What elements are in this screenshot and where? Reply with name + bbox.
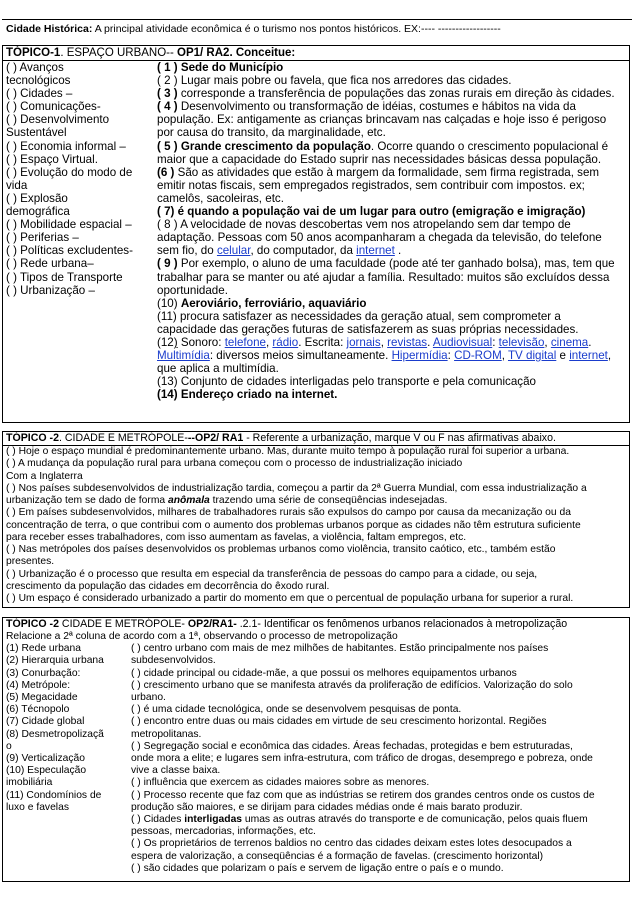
link-audiovisual[interactable]: Audiovisual — [432, 335, 493, 349]
link-hipermidia[interactable]: Hipermídia — [391, 349, 448, 363]
definition-line: Multimídia: diversos meios simultaneamente. Hipermídia: CD-ROM, TV digital e internet, — [157, 349, 612, 363]
term-item: (10) Especulação — [6, 765, 87, 777]
term-item: vida — [6, 178, 28, 192]
definition-line: ( 1 ) Sede do Município — [157, 61, 284, 74]
topic2-section — [2, 431, 630, 608]
definition-line: subdesenvolvidos. — [131, 655, 216, 667]
top-rule — [2, 19, 632, 20]
definition-line: (12) Sonoro: telefone, rádio. Escrita: jornais, revistas. Audiovisual: televisão, cinema. — [157, 335, 592, 349]
statement-line: ( ) Nos países subdesenvolvidos de industrialização tardia, começou a partir da 2ª Guerra Mundial, com essa industrialização a — [6, 482, 587, 494]
definition-line: por causa do transito, da marginalidade, etc. — [157, 126, 386, 140]
topic3-intro: Relacione a 2ª coluna de acordo com a 1ª, observando o processo de metropolização — [6, 631, 398, 642]
definition-line: ( ) influência que exercem as cidades maiores sobre as menores. — [131, 777, 430, 789]
definition-line: (13) Conjunto de cidades interligadas pelo transporte e pela comunicação — [157, 375, 536, 389]
definition-line: camelôs, sacoleiras, etc. — [157, 191, 284, 205]
term-item: ( ) Rede urbana– — [6, 257, 94, 271]
term-item: ( ) Cidades – — [6, 87, 73, 101]
topic3-definitions — [131, 643, 595, 875]
definition-line: espera de valorização, a conseqüências é a formação de favelas. (crescimento horizontal) — [131, 850, 544, 862]
term-item: demográfica — [6, 205, 70, 219]
definition-line: (6 ) São as atividades que estão à margem da formalidade, sem firma registrada, sem — [157, 165, 600, 179]
link-cd-rom[interactable]: CD-ROM — [454, 349, 502, 363]
definition-line: trabalhar para se manter ou até ajudar a família. Resultado: muitos são excluídos dessa — [157, 270, 610, 284]
statement-line: ( ) Urbanização é o processo que resulta em especial da transferência de pessoas do campo para a cidade, ou seja, — [6, 568, 538, 580]
term-item: ( ) Comunicações- — [6, 100, 101, 114]
term-item: tecnológicos — [6, 74, 71, 88]
statement-line: urbanização tem se dado de forma anômala trazendo uma série de conseqüências indesejadas. — [6, 495, 448, 506]
definition-line: (10) Aeroviário, ferroviário, aquaviário — [157, 296, 367, 310]
term-item: ( ) Mobilidade espacial – — [6, 218, 132, 232]
definition-line: ( ) Os proprietários de terrenos baldios no centro das cidades deixam estes lotes desocupados a — [131, 838, 572, 850]
statement-line: para receber esses trabalhadores, com isso aumentam as favelas, a violência, faltam empregos, etc. — [6, 531, 467, 543]
definition-line: ( ) são cidades que polarizam o país e servem de ligação entre o país e o mundo. — [131, 862, 504, 874]
definition-line: ( 2 ) Lugar mais pobre ou favela, que fica nos arredores das cidades. — [157, 74, 512, 88]
definition-line: oportunidade. — [157, 283, 228, 297]
term-item: (11) Condomínios de — [6, 789, 102, 801]
term-item: ( ) Desenvolvimento — [6, 113, 110, 127]
term-item: (5) Megacidade — [6, 692, 78, 704]
topic1-definitions — [157, 61, 615, 401]
definition-line: ( 4 ) Desenvolvimento ou transformação de idéias, costumes e hábitos na vida da — [157, 100, 576, 114]
term-item: ( ) Tipos de Transporte — [6, 270, 123, 284]
term-item: ( ) Periferias – — [6, 231, 79, 245]
term-item: o — [6, 740, 12, 752]
definition-line: ( ) Segregação social e econômica das cidades. Áreas fechadas, protegidas e bem estruturadas, — [131, 740, 573, 752]
topic1-section — [2, 45, 630, 423]
definition-line: ( ) Processo recente que faz com que as indústrias se retirem dos grandes centros onde os custos de — [131, 789, 595, 801]
statement-line: crescimento da população das cidades em decorrência do êxodo rural. — [6, 580, 330, 592]
definition-line: população. Ex: antigamente as crianças brincavam nas calçadas e hoje isso é perigoso — [157, 113, 607, 127]
topic1-title — [3, 46, 629, 61]
definition-line: ( ) cidade principal ou cidade-mãe, a que possui os melhores equipamentos urbanos — [131, 667, 517, 679]
term-item: (6) Técnopolo — [6, 704, 70, 716]
link-jornais[interactable]: jornais — [346, 335, 381, 349]
definition-line: maior que a capacidade do Estado suprir nas necessidades básicas dessa população. — [157, 152, 602, 166]
term-item: imobiliária — [6, 777, 53, 789]
topic1-terms-list — [6, 61, 133, 297]
link-multimidia[interactable]: Multimídia — [157, 349, 210, 363]
term-item: ( ) Urbanização – — [6, 283, 95, 297]
topic1-title-task: OP1/ RA2. Conceitue: — [177, 47, 296, 59]
link-cinema[interactable]: cinema — [550, 335, 589, 349]
definition-line: vive a classe baixa. — [131, 765, 221, 777]
topic1-title-num: TÓPICO-1 — [6, 47, 61, 59]
statement-line: ( ) Em países subdesenvolvidos, milhares de trabalhadores rurais são expulsos do campo por causa da mecanização ou da — [6, 507, 571, 519]
statement-line: concentração de terra, o que contribui com o aumento dos problemas urbanos porque as cidades não têm estrutura suficiente — [6, 519, 581, 531]
topic3-title: TÓPICO -2 CIDADE E METRÓPOLE- OP2/RA1- .2.1- Identificar os fenômenos urbanos relacionados à metropolização — [6, 618, 568, 630]
term-item: (7) Cidade global — [6, 716, 85, 728]
term-item: ( ) Explosão — [6, 191, 68, 205]
term-item: (9) Verticalização — [6, 753, 85, 765]
definition-line: adaptação. Pessoas com 50 anos acompanharam a chegada da televisão, do telefone — [157, 231, 602, 245]
definition-line: ( 5 ) Grande crescimento da população. Ocorre quando o crescimento populacional é — [157, 139, 609, 153]
definition-line: ( 9 ) Por exemplo, o aluno de uma faculdade (pode até ter ganhado bolsa), mas, tem que — [157, 257, 615, 271]
header-line — [6, 23, 501, 35]
definition-line: pessoas, mercadorias, informações, etc. — [131, 826, 316, 838]
link-tv-digital[interactable]: TV digital — [507, 349, 557, 363]
link-telefone[interactable]: telefone — [224, 335, 266, 349]
link-revistas[interactable]: revistas — [387, 335, 428, 349]
link-internet[interactable]: internet — [356, 244, 395, 258]
link-radio[interactable]: rádio — [272, 335, 299, 349]
topic3-terms-list — [6, 643, 104, 814]
topic2-statements — [3, 446, 629, 605]
definition-line: que aplica a multimídia. — [157, 362, 279, 376]
statement-line: ( ) A mudança da população rural para urbana começou com o processo de industrialização iniciado — [6, 458, 463, 470]
definition-line: (14) Endereço criado na internet. — [157, 388, 338, 402]
definition-line: (11) procura satisfazer as necessidades da geração atual, sem comprometer a — [157, 309, 561, 323]
header-text: A principal atividade econômica é o turismo nos pontos históricos. EX:---- ------------------ — [92, 23, 501, 35]
statement-line: ( ) Nas metrópoles dos países desenvolvidos os problemas urbanos como violência, transito caótico, etc., também estão — [6, 544, 556, 555]
statement-line: presentes. — [6, 556, 55, 568]
topic1-title-name: . ESPAÇO URBANO-- — [60, 47, 178, 59]
definition-line: ( 7) é quando a população vai de um lugar para outro (emigração e imigração) — [157, 205, 586, 219]
definition-line: metropolitanas. — [131, 728, 202, 740]
definition-line: ( ) Cidades interligadas umas as outras através do transporte e de comunicação, pelos quais fluem — [131, 814, 588, 826]
definition-line: ( ) centro urbano com mais de mez milhões de habitantes. Estão principalmente nos países — [131, 643, 549, 655]
topic3-section — [2, 617, 630, 882]
definition-line: onde mora a elite; e lugares sem infra-estrutura, com tráfico de drogas, desemprego e pobreza, onde — [131, 753, 593, 765]
definition-line: ( ) é uma cidade tecnológica, onde se desenvolvem pesquisas de ponta. — [131, 704, 462, 716]
definition-line: ( 3 ) corresponde a transferência de populações das zonas rurais em direção às cidades. — [157, 87, 615, 101]
definition-line: urbano. — [131, 692, 166, 704]
term-item: Sustentável — [6, 126, 67, 140]
term-item: (2) Hierarquia urbana — [6, 655, 104, 667]
term-item: (1) Rede urbana — [6, 643, 81, 655]
link-internet-2[interactable]: internet — [569, 349, 608, 363]
definition-line: emitir notas fiscais, sem empregados registrados, sem contribuir com impostos. ex; — [157, 178, 585, 192]
term-item: (8) Desmetropolizaçã — [6, 728, 104, 740]
term-item: luxo e favelas — [6, 801, 69, 813]
term-item: (3) Conurbação: — [6, 667, 81, 679]
definition-line: sem fio, do celular, do computador, da internet . — [157, 244, 402, 258]
link-televisao[interactable]: televisão — [498, 335, 545, 349]
term-item: ( ) Avanços — [6, 61, 64, 74]
term-item: ( ) Espaço Virtual. — [6, 152, 98, 166]
definition-line: ( 8 ) A velocidade de novas descobertas vem nos atropelando sem dar tempo de — [157, 218, 571, 232]
term-item: (4) Metrópole: — [6, 679, 71, 691]
term-item: ( ) Economia informal – — [6, 139, 126, 153]
definition-line: capacidade das gerações futuras de satisfazerem as suas próprias necessidades. — [157, 322, 579, 336]
statement-line: Com a Inglaterra — [6, 470, 83, 482]
term-item: ( ) Políticas excludentes- — [6, 244, 133, 258]
link-celular[interactable]: celular — [216, 244, 251, 258]
statement-line: ( ) Um espaço é considerado urbanizado a partir do momento em que o percentual de população urbana for superior a rural. — [6, 593, 574, 604]
definition-line: ( ) encontro entre duas ou mais cidades em virtude de seu crescimento horizontal. Regiões — [131, 716, 547, 728]
header-label: Cidade Histórica: — [6, 23, 93, 35]
definition-line: ( ) crescimento urbano que se manifesta através da proliferação de edifícios. Valorização do solo — [131, 679, 573, 691]
definition-line: produção são maiores, e se dirijam para cidades médias onde é mais barato produzir. — [131, 801, 523, 813]
term-item: ( ) Evolução do modo de — [6, 165, 133, 179]
statement-line: ( ) Hoje o espaço mundial é predominantemente urbano. Mas, durante muito tempo à população rural foi superior a urbana. — [6, 446, 570, 457]
topic2-title: TÓPICO -2. CIDADE E METRÓPOLE---OP2/ RA1 - Referente a urbanização, marque V ou F nas afirmativas abaixo. — [3, 432, 629, 446]
